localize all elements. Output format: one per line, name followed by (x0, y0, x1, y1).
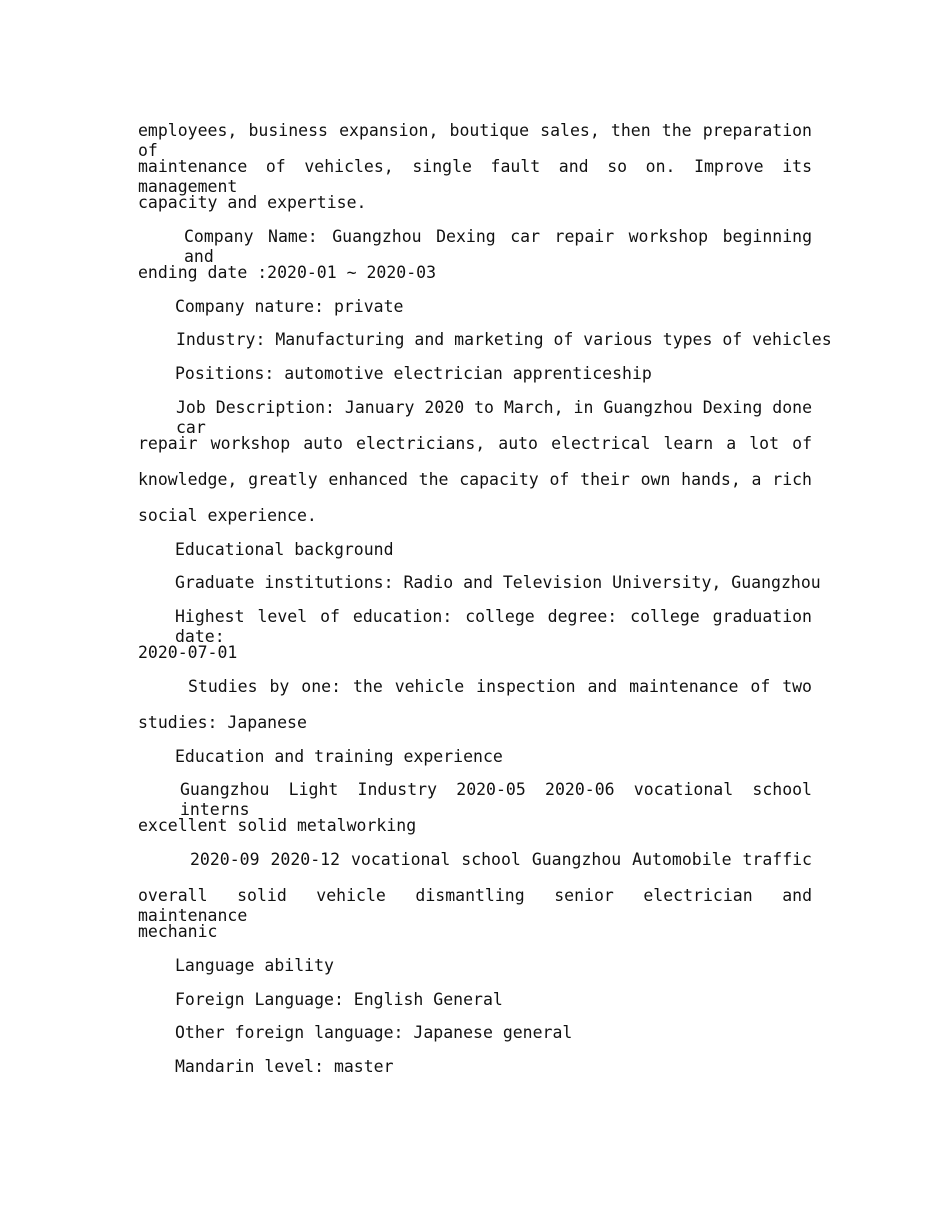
text-line: Studies by one: the vehicle inspection and maintenance of two (188, 677, 812, 696)
text-line: ending date :2020-01 ~ 2020-03 (138, 263, 437, 282)
text-line: Positions: automotive electrician apprenticeship (175, 364, 652, 383)
text-line: capacity and expertise. (138, 193, 367, 212)
text-line: Guangzhou Light Industry 2020-05 2020-06 vocational school interns (180, 780, 812, 819)
text-line: social experience. (138, 506, 317, 525)
text-line: Company Name: Guangzhou Dexing car repair workshop beginning and (184, 227, 812, 266)
text-line: overall solid vehicle dismantling senior electrician and maintenance (138, 886, 812, 925)
text-line: maintenance of vehicles, single fault and so on. Improve its management (138, 157, 812, 196)
text-line: Educational background (175, 540, 394, 559)
text-line: Highest level of education: college degree: college graduation date: (175, 607, 812, 646)
text-line: 2020-09 2020-12 vocational school Guangzhou Automobile traffic (190, 850, 812, 869)
text-line: Company nature: private (175, 297, 404, 316)
text-line: Job Description: January 2020 to March, in Guangzhou Dexing done car (176, 398, 812, 437)
text-line: Education and training experience (175, 747, 503, 766)
text-line: knowledge, greatly enhanced the capacity of their own hands, a rich (138, 470, 812, 489)
text-line: Foreign Language: English General (175, 990, 503, 1009)
text-line: excellent solid metalworking (138, 816, 417, 835)
text-line: Other foreign language: Japanese general (175, 1023, 573, 1042)
text-line: Graduate institutions: Radio and Television University, Guangzhou (175, 573, 821, 592)
text-line: 2020-07-01 (138, 643, 238, 662)
text-line: studies: Japanese (138, 713, 307, 732)
text-line: Language ability (175, 956, 334, 975)
text-line: Industry: Manufacturing and marketing of various types of vehicles (176, 330, 832, 349)
text-line: mechanic (138, 922, 218, 941)
text-line: repair workshop auto electricians, auto electrical learn a lot of (138, 434, 812, 453)
text-line: employees, business expansion, boutique sales, then the preparation of (138, 121, 812, 160)
text-line: Mandarin level: master (175, 1057, 394, 1076)
